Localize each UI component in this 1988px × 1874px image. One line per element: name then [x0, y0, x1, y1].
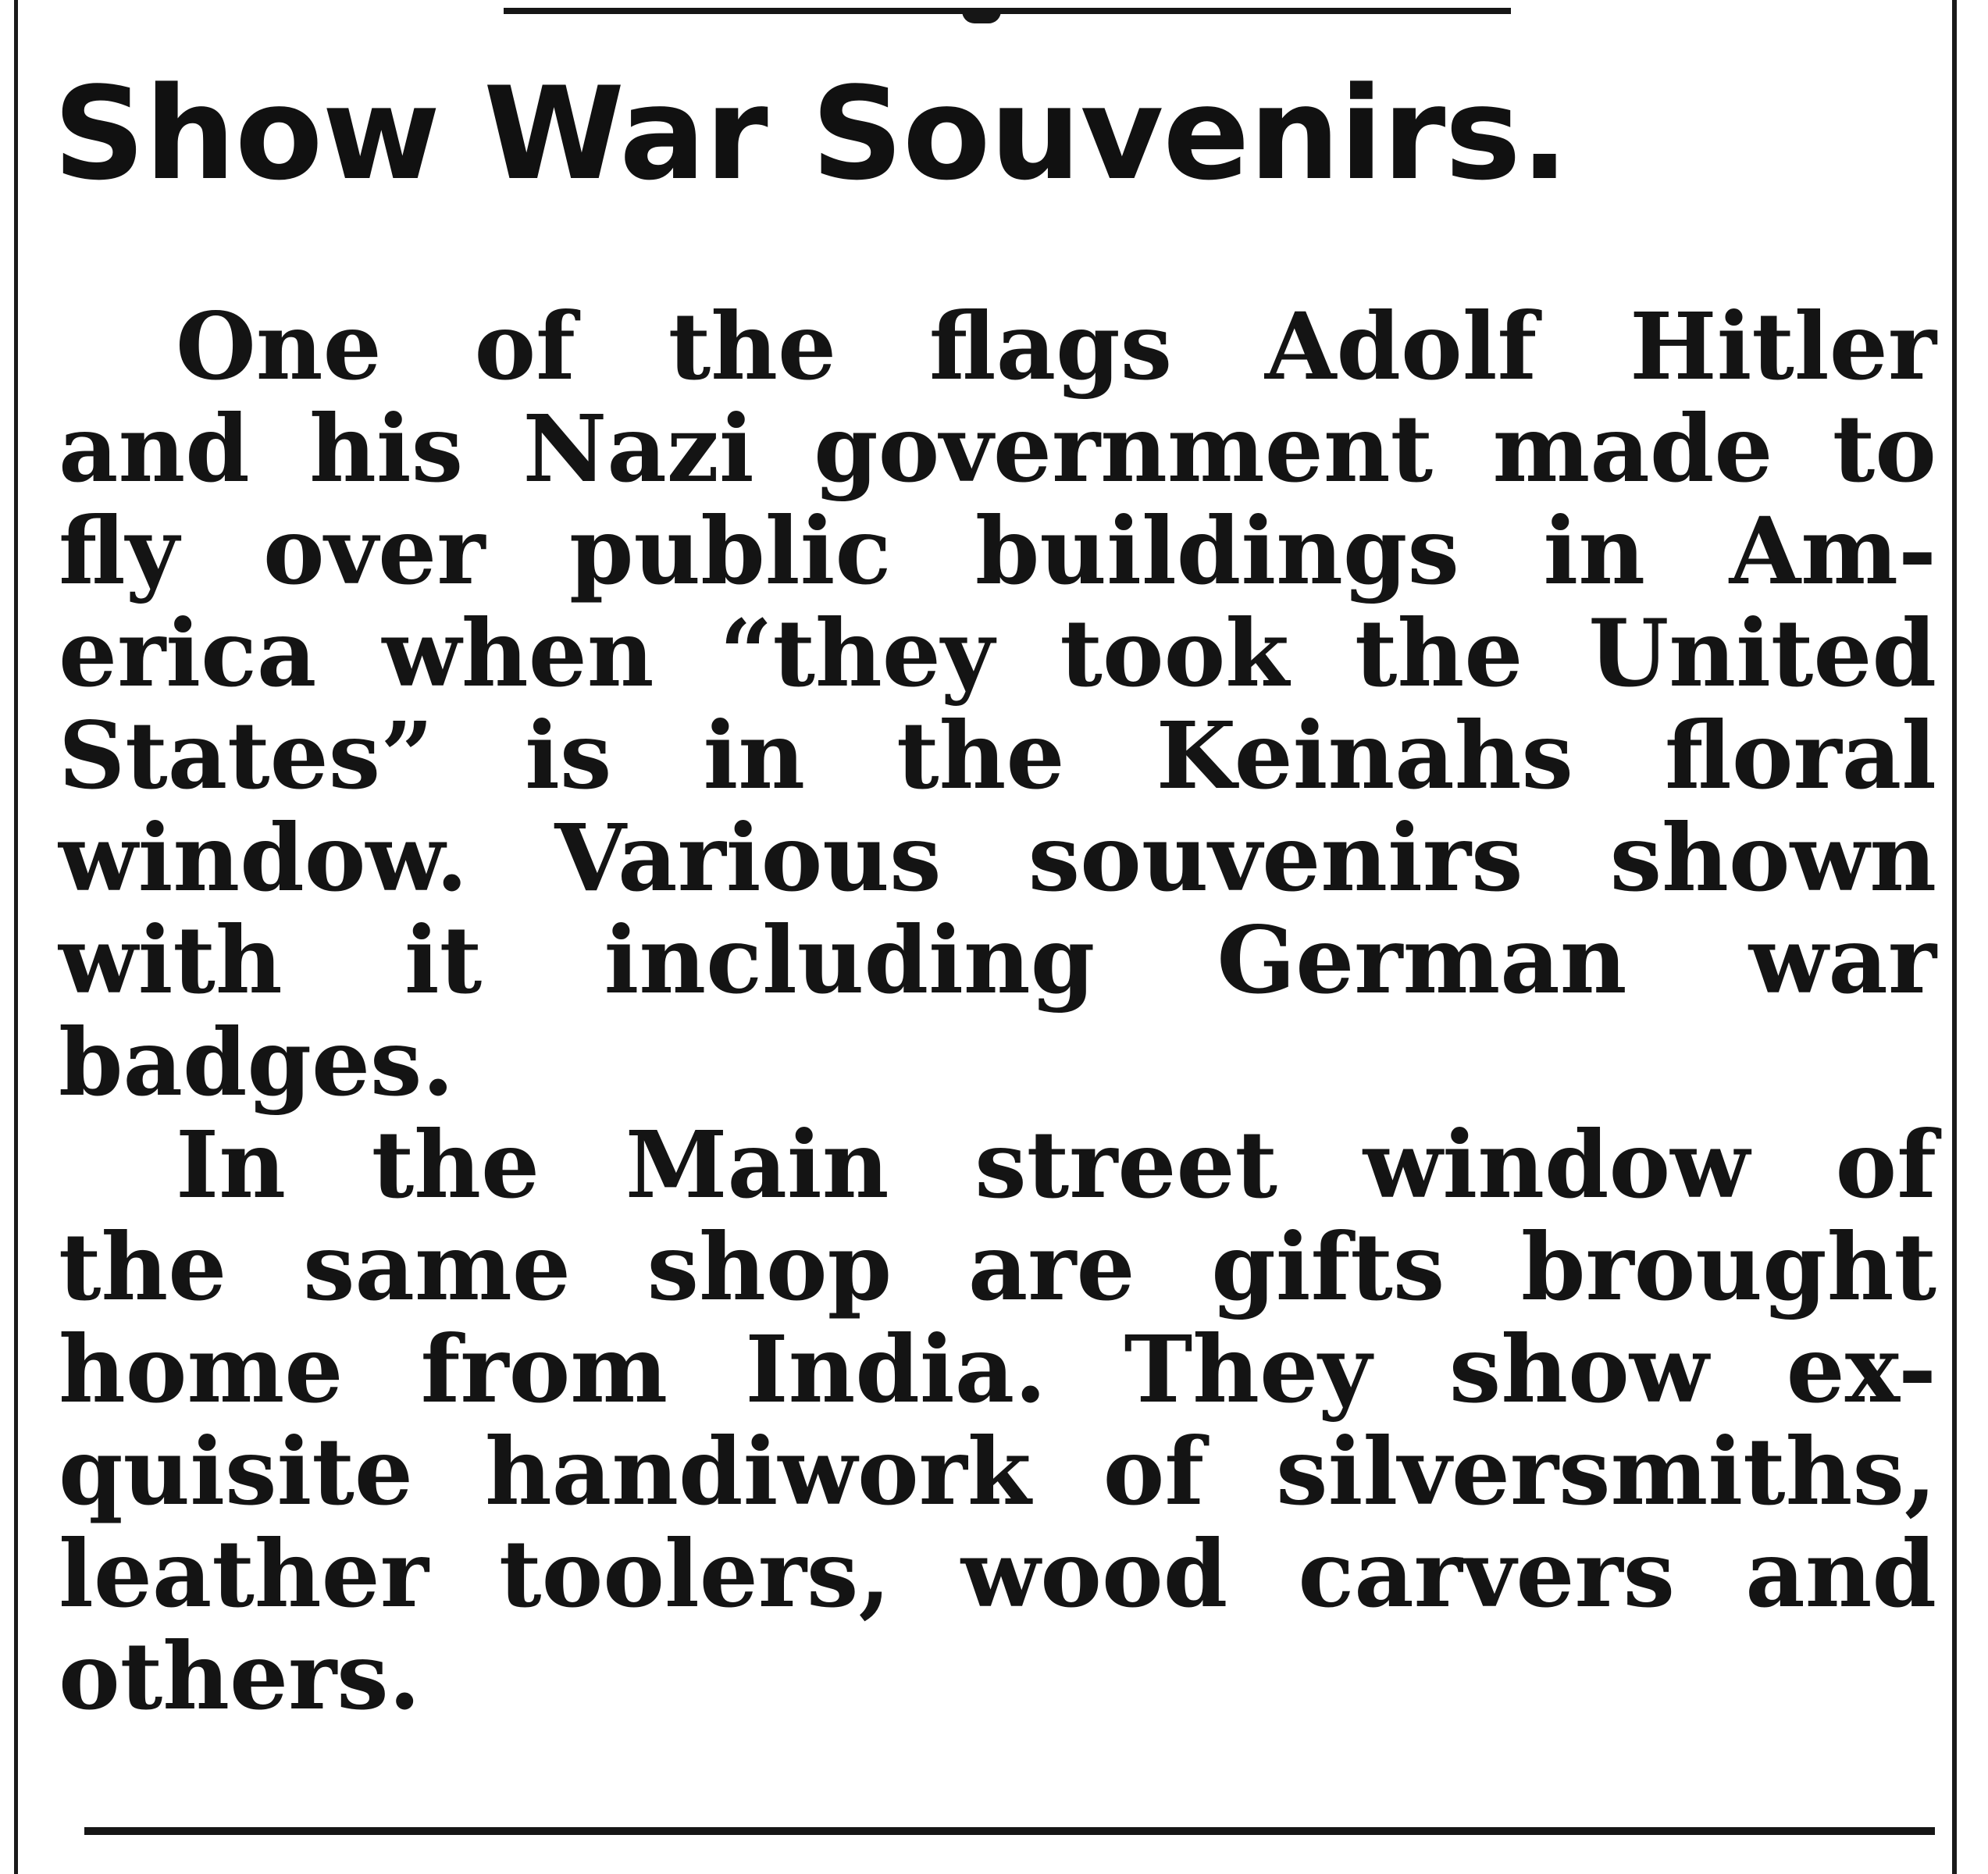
text-line: leather toolers, wood carvers and — [59, 1520, 1936, 1628]
text-line: fly over public buildings in Am- — [59, 497, 1936, 605]
paragraph-2 — [59, 1110, 1936, 1730]
text-line: and his Nazi government made to — [59, 394, 1936, 503]
paragraph-1 — [59, 292, 1936, 1117]
text-line: others. — [59, 1622, 421, 1730]
text-line: window. Various souvenirs shown — [59, 803, 1936, 912]
text-line: In the Main street window of — [176, 1110, 1936, 1219]
top-rule-ornament — [962, 11, 1001, 23]
text-line: the same shop are gifts brought — [59, 1213, 1936, 1321]
text-line: quisite handiwork of silversmiths, — [59, 1417, 1936, 1526]
article-body — [59, 292, 1936, 1730]
column-border-right — [1952, 0, 1957, 1874]
headline: Show War Souvenirs. — [53, 59, 1569, 208]
text-line: badges. — [59, 1008, 454, 1117]
top-rule — [504, 8, 1511, 14]
bottom-rule — [84, 1827, 1935, 1835]
text-line: erica when “they took the United — [59, 599, 1936, 707]
text-line: States” is in the Keinahs floral — [59, 701, 1936, 810]
column-border-left — [14, 0, 18, 1874]
text-line: One of the flags Adolf Hitler — [176, 292, 1936, 401]
text-line: with it including German war — [59, 906, 1936, 1014]
text-line: home from India. They show ex- — [59, 1315, 1936, 1423]
